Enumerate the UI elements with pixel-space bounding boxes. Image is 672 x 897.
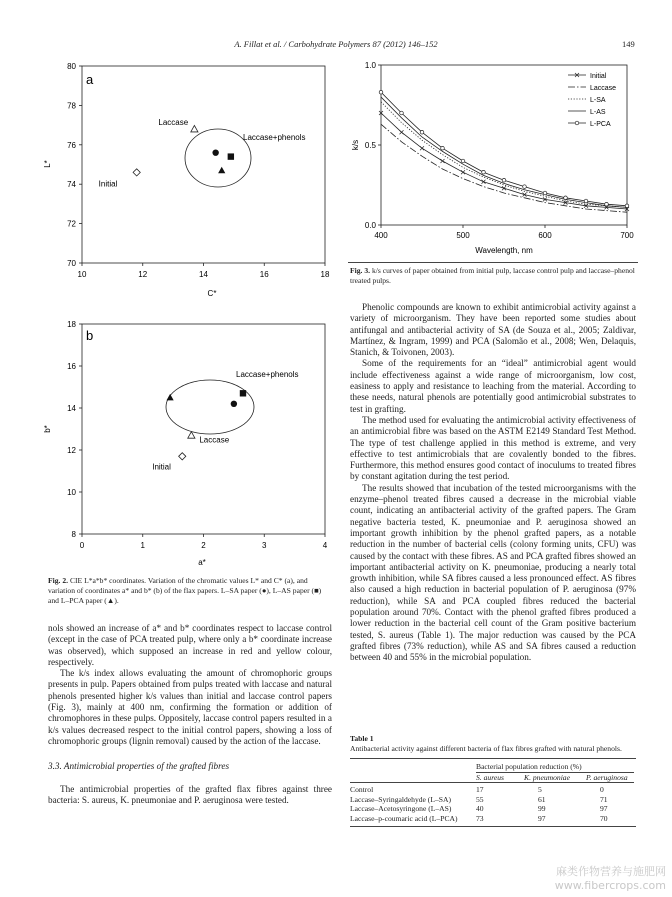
- table1-row-name: Laccase–Acetosyringone (L–AS): [350, 804, 452, 814]
- fig3-point: [523, 185, 527, 189]
- fig2b-x-tick-label: 3: [262, 541, 267, 550]
- fig2b-x-tick-label: 2: [201, 541, 206, 550]
- fig3-y-tick-label: 1.0: [364, 61, 376, 70]
- fig3-series-line: [381, 102, 627, 208]
- fig2a-y-tick-label: 70: [67, 259, 76, 268]
- fig2a-panel-label: a: [86, 72, 94, 87]
- fig2b-x-tick-label: 4: [322, 541, 328, 550]
- fig2b-point-label: Laccase: [199, 435, 230, 445]
- fig2a-x-tick-label: 16: [259, 270, 269, 279]
- table1-cell: 99: [538, 804, 546, 814]
- table-row: [350, 814, 634, 824]
- fig3-point: [502, 178, 506, 182]
- fig2b-point: [240, 390, 246, 396]
- fig2a-plot-area: [82, 66, 325, 263]
- fig2a-x-tick-label: 10: [77, 270, 87, 279]
- fig2b-ylabel: b*: [43, 425, 52, 433]
- left-paragraph-2: The k/s index allows evaluating the amount of chromophoric groups presents in pulp. Papers obtained from pulps treated with laccase and natural phenols presented higher k/s values than initial and laccase control papers (Fig. 3), mainly at 400 nm, confirming the formation or addition of chromophores in these pulps. Oppositely, laccase control papers resulted in a k/s values decreased respect to the initial control papers, showing a loss of chromophoric groups (lignin removal) caused by the action of the laccase.: [48, 668, 332, 746]
- fig3-point: [400, 111, 404, 115]
- table1-cell: 5: [538, 785, 542, 795]
- fig3-point: [420, 130, 424, 134]
- fig3-point: [400, 130, 404, 134]
- fig2b-x-tick-label: 1: [140, 541, 145, 550]
- running-header: A. Fillat et al. / Carbohydrate Polymers 87 (2012) 146–152: [234, 39, 438, 49]
- fig2b-point: [231, 401, 237, 407]
- fig3-point: [482, 170, 486, 174]
- fig3-ylabel: k/s: [351, 139, 360, 151]
- right-paragraph-1: Phenolic compounds are known to exhibit antimicrobial activity against a variety of microorganism. They have been reported some studies about antifungal and antibacterial activity of SA (de Souza et al., 2005; Zaldivar, Martínez, & Ingram, 1999) and PCA (Salomão et al., 2008; Wen, Delaquis, Stanich, & Toivonen, 2003).: [350, 302, 636, 358]
- fig2a-y-tick-label: 78: [67, 101, 76, 111]
- fig2a-xlabel: C*: [207, 289, 217, 298]
- fig2a-x-tick-label: 12: [138, 270, 148, 279]
- fig3-point: [420, 146, 424, 150]
- fig3-caption-label: Fig. 3.: [350, 266, 371, 275]
- fig3-point: [502, 186, 506, 190]
- fig2a-point-label: Initial: [98, 179, 118, 189]
- table1-label: Table 1: [350, 734, 374, 743]
- fig2b-y-tick-label: 8: [71, 530, 76, 539]
- fig3-point: [441, 159, 445, 163]
- fig3-x-tick-label: 700: [620, 231, 634, 240]
- fig2b-chart: [40, 318, 340, 572]
- fig2a-group-ellipse: [185, 129, 251, 187]
- table1-cell: 70: [600, 813, 608, 823]
- fig2b-point: [166, 394, 173, 400]
- fig3-y-tick-label: 0.5: [364, 141, 376, 150]
- fig2b-y-tick-label: 14: [67, 404, 76, 413]
- fig3-point: [441, 146, 445, 150]
- fig2b-y-tick-label: 10: [67, 488, 76, 497]
- fig2a-group-label: Laccase+phenols: [243, 133, 306, 142]
- fig2a-x-tick-label: 18: [320, 270, 330, 279]
- fig2b-group-label: Laccase+phenols: [236, 370, 299, 379]
- watermark-line-1: 麻类作物营养与施肥网: [556, 865, 666, 878]
- fig2b-plot-area: [82, 324, 325, 534]
- table1-cell: 97: [538, 813, 546, 823]
- fig3-x-tick-label: 600: [538, 231, 552, 240]
- fig3-point: [625, 204, 629, 208]
- fig3-x-tick-label: 500: [456, 231, 470, 240]
- table1-row-name: Laccase–Syringaldehyde (L–SA): [350, 794, 452, 804]
- fig2b-point: [188, 432, 195, 438]
- table-row: [350, 804, 634, 814]
- right-column: [350, 302, 636, 664]
- table1-cell: 71: [600, 794, 608, 804]
- fig2a-y-tick-label: 72: [67, 219, 76, 229]
- watermark: [460, 865, 666, 893]
- fig3-point: [605, 202, 609, 206]
- fig3-point: [564, 196, 568, 200]
- fig3-legend-label: Laccase: [590, 85, 617, 92]
- fig2b-panel-label: b: [86, 328, 94, 343]
- table1-cell: 97: [600, 804, 608, 814]
- left-paragraph-1: nols showed an increase of a* and b* coordinates respect to laccase control (except in the case of PCA treated pulp, where only a b* coordinate increase was observed), which supposed an increase in red and yellow colour, respectively.: [48, 623, 332, 667]
- fig2b-x-tick-label: 0: [79, 541, 85, 550]
- fig3-chart: [348, 56, 638, 262]
- fig3-point: [461, 170, 465, 174]
- fig3-legend-marker: [575, 121, 579, 125]
- fig3-x-tick-label: 400: [374, 231, 388, 240]
- fig3-point: [461, 159, 465, 163]
- fig3-xlabel: Wavelength, nm: [475, 246, 533, 255]
- fig2a-y-tick-label: 80: [67, 62, 76, 71]
- fig2a-point: [133, 169, 140, 176]
- fig2a-y-tick-label: 74: [67, 180, 76, 190]
- fig3-point: [543, 191, 547, 195]
- right-paragraph-4: The results showed that incubation of the tested microorganisms with the enzyme–phenol treated fibres caused a decrease in the microbial viable count, indicating an antibacterial activity of the grafted papers. The Gram negative bacteria tested, K. pneumoniae and P. aeruginosa showed an important growth inhibition by the phenol grafted papers, as a notable reduction in the number of bacterial cells (colony forming units, CFU) was caused by the contact with these fibres. AS and PCA grafted fibres showed an important antibacterial activity on K. pneumoniae, producing a nearly total growth inhibition, while SA fibres caused a less pronounced effect. AS fibres also caused a high reduction in bacterial population of P. aeruginosa (97% reduction), while SA and PCA coupled fibres reduced the bacterial population around 70%. Contact with the phenol grafted fibres produced a lower reduction in the bacterial cell count of the Gram positive bacterium tested, S. aureus (Table 1). The major reduction was caused by the PCA grafted fibres (73% reduction), while AS and SA fibres caused a reduction between 40 and 55% in the microbial population.: [350, 482, 636, 663]
- fig2a-point: [218, 167, 225, 173]
- table1-cell: 0: [600, 785, 604, 795]
- fig3-legend-label: L-SA: [590, 97, 606, 104]
- fig3-series-line: [381, 124, 627, 212]
- fig3-legend-label: Initial: [590, 73, 607, 80]
- right-paragraph-3: The method used for evaluating the antimicrobial activity effectiveness of an antimicrobial fibre was based on the ASTM E2149 Standard Test Method. The type of test challenge applied in this method is extreme, and very effective to test antimicrobials that are covalently bonded to the fibres. Furthermore, this method ensures good contact of inoculums to treated fibres by constant agitation during the test period.: [350, 414, 636, 482]
- left-column: [48, 623, 332, 806]
- table1-cell: 17: [476, 785, 484, 795]
- fig2-caption: [48, 576, 332, 606]
- page-number: 149: [622, 39, 635, 49]
- fig2b-y-tick-label: 18: [67, 320, 76, 329]
- table1-row-name: Laccase–p-coumaric acid (L–PCA): [350, 813, 458, 823]
- fig3-point: [482, 180, 486, 184]
- fig2b-y-tick-label: 16: [67, 362, 76, 371]
- fig2a-point-label: Laccase: [158, 118, 189, 128]
- watermark-line-2: www.fibercrops.com: [554, 879, 666, 892]
- table1-grid: [350, 762, 634, 824]
- table-row: [350, 785, 634, 795]
- table1-cell: 61: [538, 794, 546, 804]
- fig2b-point-label: Initial: [152, 462, 171, 472]
- fig2a-ylabel: L*: [43, 160, 52, 168]
- table1-caption: Antibacterial activity against different bacteria of flax fibres grafted with natural phenols.: [350, 744, 622, 753]
- fig2-caption-label: Fig. 2.: [48, 576, 69, 585]
- fig2a-point: [191, 125, 198, 131]
- table1-group-header: Bacterial population reduction (%): [476, 762, 634, 772]
- fig2a-y-tick-label: 76: [67, 140, 76, 150]
- table1-col-header: P. aeruginosa: [586, 772, 628, 782]
- fig2b-y-tick-label: 12: [67, 446, 76, 455]
- fig3-caption-text: k/s curves of paper obtained from initial pulp, laccase control pulp and laccase–phenol treated pulps.: [350, 266, 635, 285]
- fig2a-point: [212, 149, 218, 155]
- fig2b-point: [179, 453, 186, 460]
- fig3-legend-label: L-AS: [590, 109, 606, 116]
- table-row: [350, 795, 634, 805]
- fig2a-chart: [40, 56, 340, 306]
- table1-cell: 55: [476, 794, 484, 804]
- table1-cell: 73: [476, 813, 484, 823]
- fig2b-xlabel: a*: [198, 558, 206, 567]
- fig2a-point: [228, 153, 234, 159]
- table1-cell: 40: [476, 804, 484, 814]
- left-paragraph-3: The antimicrobial properties of the grafted flax fibres against three bacteria: S. aureus, K. pneumoniae and P. aeruginosa were tested.: [48, 783, 332, 805]
- fig3-y-tick-label: 0.0: [364, 221, 376, 230]
- fig3-point: [584, 199, 588, 203]
- table1: [350, 734, 636, 827]
- fig2-caption-text: CIE L*a*b* coordinates. Variation of the chromatic values L* and C* (a), and variation of coordinates a* and b* (b) of the flax papers. L–SA paper (●), L–AS paper (■) and L–PCA paper (▲).: [48, 576, 322, 605]
- fig3-caption: [350, 266, 636, 286]
- table1-col-header: S. aureus: [476, 772, 504, 782]
- fig2a-x-tick-label: 14: [199, 270, 208, 279]
- fig2b-group-ellipse: [166, 380, 254, 434]
- table1-row-name: Control: [350, 785, 374, 795]
- right-paragraph-2: Some of the requirements for an “ideal” antimicrobial agent would include effectiveness against a wide range of microorganism, low cost, easiness to apply and resistance to leaching from the material. According to these needs, natural phenols are potentially good antimicrobial substrates to test in grafting.: [350, 358, 636, 414]
- section-heading-3-3: 3.3. Antimicrobial properties of the grafted fibres: [48, 761, 230, 772]
- fig3-point: [379, 90, 383, 94]
- table1-col-header: K. pneumoniae: [524, 772, 570, 782]
- fig3-legend-label: L-PCA: [590, 121, 611, 128]
